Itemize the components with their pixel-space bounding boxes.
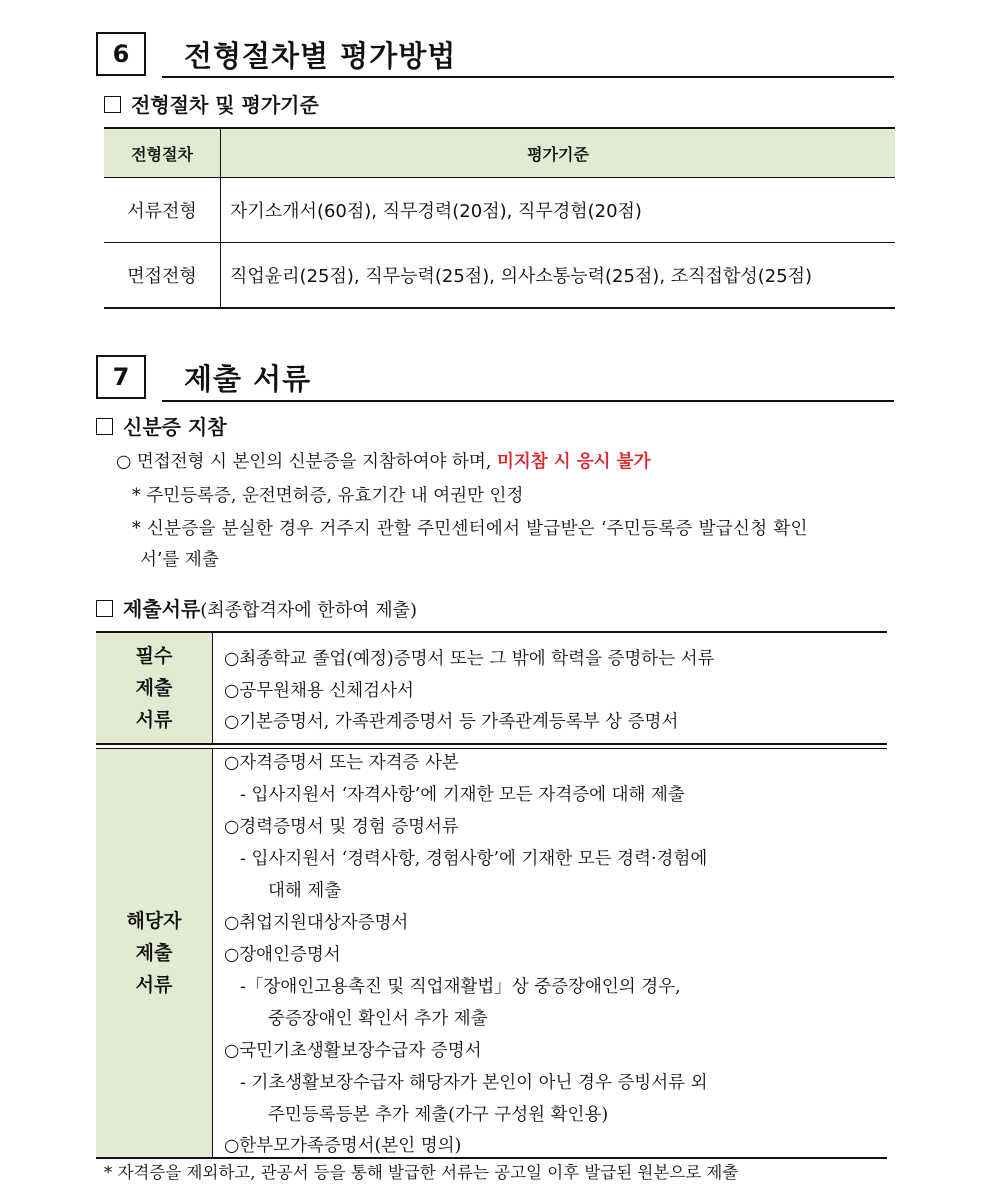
header-criteria: 평가기준 [527, 144, 589, 164]
checkbox-square-icon [96, 418, 113, 435]
section-7-rule [162, 400, 894, 402]
applicable-subitem-cont: 대해 제출 [268, 881, 342, 901]
id-warning: 미지참 시 응시 불가 [496, 452, 651, 472]
id-heading [96, 411, 227, 440]
required-docs-label [96, 633, 213, 743]
evaluation-table [104, 127, 895, 309]
applicable-item: ○국민기초생활보장수급자 증명서 [224, 1041, 482, 1061]
required-item: ○공무원채용 신체검사서 [224, 681, 414, 701]
applicable-item: ○취업지원대상자증명서 [224, 913, 409, 933]
criteria-cell: 직업윤리(25점), 직무능력(25점), 의사소통능력(25점), 조직접합성(25점) [230, 266, 813, 287]
required-item: ○최종학교 졸업(예정)증명서 또는 그 밖에 학력을 증명하는 서류 [224, 649, 715, 669]
applicable-subitem: - 입사지원서 ‘자격사항’에 기재한 모든 자격증에 대해 제출 [240, 785, 685, 805]
applicable-subitem-cont: 중증장애인 확인서 추가 제출 [268, 1009, 488, 1029]
applicable-subitem: - 입사지원서 ‘경력사항, 경험사항’에 기재한 모든 경력·경험에 [240, 849, 708, 869]
docs-table-divider-2 [96, 748, 887, 749]
checkbox-square-icon [96, 600, 113, 617]
docs-heading-note: (최종합격자에 한하여 제출) [200, 600, 418, 621]
stage-cell: 서류전형 [104, 178, 221, 242]
applicable-subitem-cont: 주민등록등본 추가 제출(가구 구성원 확인용) [268, 1105, 609, 1125]
header-stage: 전형절차 [104, 129, 221, 177]
applicable-label-line: 해당자 [126, 910, 182, 932]
applicable-item: ○장애인증명서 [224, 945, 341, 965]
id-requirement-text: ○ 면접전형 시 본인의 신분증을 지참하여야 하며, [116, 452, 497, 472]
footnote: * 자격증을 제외하고, 관공서 등을 통해 발급한 서류는 공고일 이후 발급된 원본으로 제출 [104, 1163, 739, 1182]
id-requirement [116, 448, 651, 473]
required-label-line: 제출 [135, 677, 173, 699]
evaluation-subheading-text: 전형절차 및 평가기준 [131, 93, 319, 117]
id-heading-text: 신분증 지참 [123, 415, 227, 439]
checkbox-square-icon [104, 96, 121, 113]
id-note-1: * 주민등록증, 운전면허증, 유효기간 내 여권만 인정 [132, 486, 524, 506]
applicable-subitem: - 기초생활보장수급자 해당자가 본인이 아닌 경우 증빙서류 외 [240, 1073, 708, 1093]
table-row [104, 178, 895, 243]
table-row [104, 243, 895, 309]
section-7-number: 7 [96, 355, 146, 399]
criteria-cell: 자기소개서(60점), 직무경력(20점), 직무경험(20점) [230, 201, 642, 222]
section-7-title: 제출 서류 [184, 362, 312, 396]
section-6-rule [162, 76, 894, 78]
id-note-2: * 신분증을 분실한 경우 거주지 관할 주민센터에서 발급받은 ‘주민등록증 발급신청 확인 [132, 519, 808, 539]
applicable-label-line: 제출 [135, 942, 173, 964]
applicable-docs-label [96, 749, 213, 1157]
section-6-number: 6 [96, 32, 146, 76]
required-item: ○기본증명서, 가족관계증명서 등 가족관계등록부 상 증명서 [224, 712, 679, 732]
applicable-item: ○경력증명서 및 경험 증명서류 [224, 817, 459, 837]
docs-table-divider [96, 743, 887, 745]
required-label-line: 서류 [135, 709, 173, 731]
evaluation-table-header [104, 127, 895, 178]
docs-heading-text: 제출서류 [123, 597, 201, 621]
applicable-subitem: -「장애인고용촉진 및 직업재활법」상 중증장애인의 경우, [240, 977, 681, 997]
stage-cell: 면접전형 [104, 243, 221, 307]
evaluation-subheading [104, 89, 319, 118]
docs-heading [96, 593, 417, 622]
applicable-item: ○자격증명서 또는 자격증 사본 [224, 753, 459, 773]
docs-table-top-rule [96, 631, 887, 633]
required-label-line: 필수 [135, 645, 173, 667]
section-6-title: 전형절차별 평가방법 [184, 39, 457, 73]
applicable-label-line: 서류 [135, 974, 173, 996]
id-note-2-cont: 서’를 제출 [140, 550, 219, 570]
applicable-item: ○한부모가족증명서(본인 명의) [224, 1136, 462, 1156]
